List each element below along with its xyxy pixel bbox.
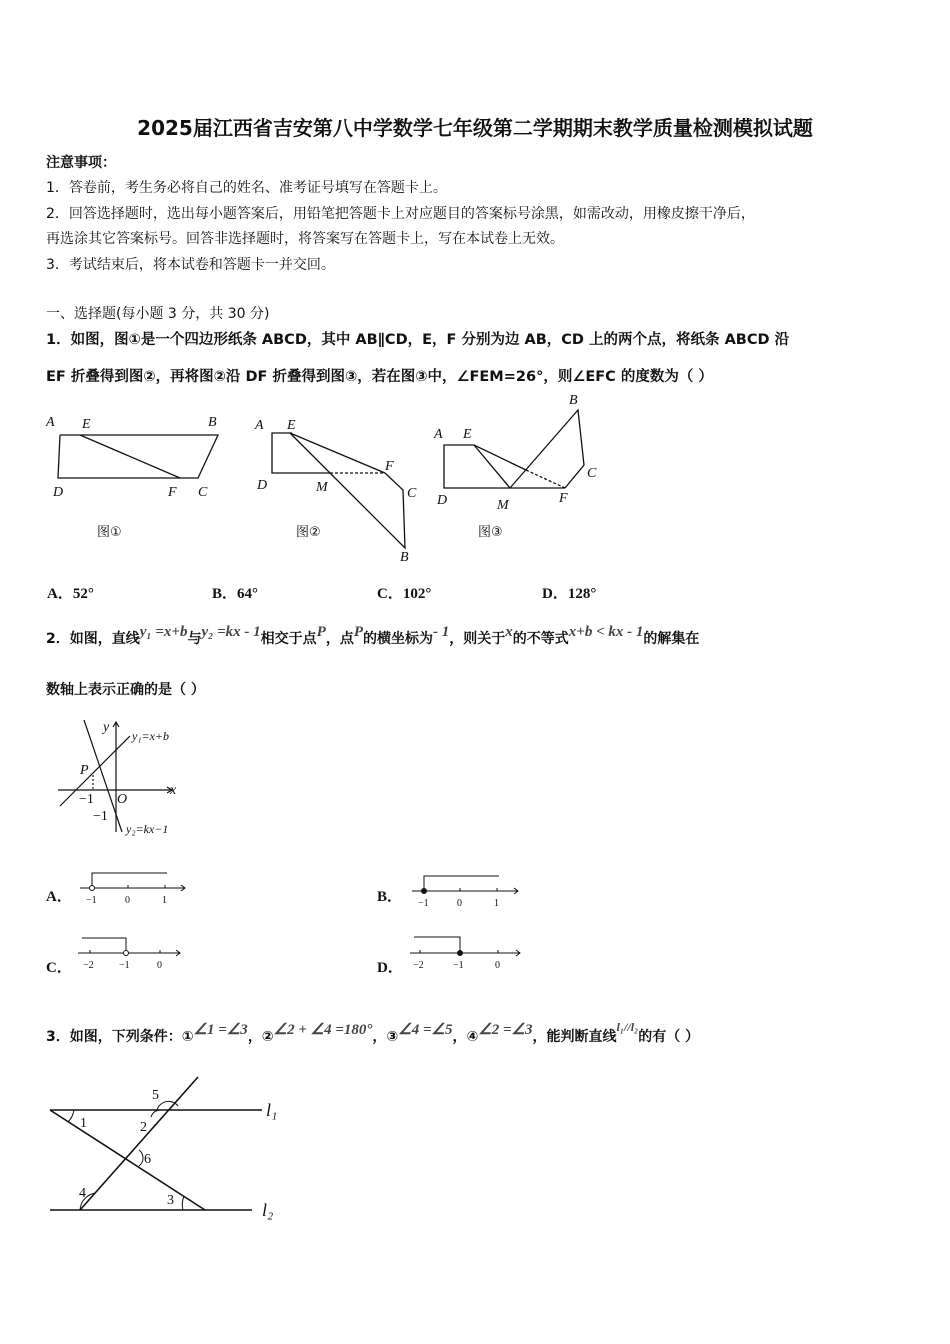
- math: ∠4 =∠5: [398, 1022, 453, 1038]
- section-heading: 一、选择题(每小题 3 分，共 30 分): [46, 306, 270, 322]
- label: B: [569, 393, 578, 408]
- label: M: [316, 480, 328, 495]
- math: x: [505, 624, 513, 640]
- q1-option-c[interactable]: C．102°: [377, 586, 432, 602]
- line-label: y₂=kx−1: [126, 822, 169, 836]
- math: x+b < kx - 1: [568, 624, 644, 640]
- label: A: [46, 415, 55, 430]
- text: 的不等式: [512, 631, 569, 647]
- caption: 图②: [296, 525, 321, 540]
- angle-label: 4: [79, 1186, 86, 1201]
- notice-item: 再选涂其它答案标号。回答非选择题时，将答案写在答题卡上，写在本试卷上无效。: [46, 231, 564, 247]
- tick-label: −1: [453, 960, 464, 971]
- notice-item: 2．回答选择题时，选出每小题答案后，用铅笔把答题卡上对应题目的答案标号涂黑，如需改动，用橡皮擦干净后，: [46, 206, 755, 222]
- angle-label: 2: [140, 1120, 147, 1135]
- notice-item: 1．答卷前，考生务必将自己的姓名、准考证号填写在答题卡上。: [46, 180, 447, 196]
- q1-option-b[interactable]: B．64°: [212, 586, 259, 602]
- label: B: [208, 415, 217, 430]
- notice-heading: 注意事项：: [46, 155, 116, 171]
- q1-option-a[interactable]: A．52°: [47, 586, 94, 602]
- math: l₁//l₂: [616, 1020, 639, 1034]
- label: F: [559, 491, 568, 506]
- tick-label: 0: [457, 898, 462, 909]
- text: 相交于点: [260, 631, 317, 647]
- tick-label: 0: [125, 895, 130, 906]
- math: ∠2 =∠3: [478, 1022, 533, 1038]
- label: E: [82, 417, 91, 432]
- text: 3．如图，下列条件：①: [46, 1029, 194, 1045]
- origin-label: O: [117, 792, 128, 807]
- q2-option-a[interactable]: A．: [46, 889, 72, 905]
- angle-label: 1: [80, 1116, 87, 1131]
- tick-label: −2: [83, 960, 94, 971]
- text: 与: [187, 631, 202, 647]
- text: ，能判断直线: [532, 1029, 617, 1045]
- label: M: [497, 498, 509, 513]
- tick-label: 0: [495, 960, 500, 971]
- math: ∠1 =∠3: [193, 1022, 248, 1038]
- q1-option-d[interactable]: D．128°: [542, 586, 597, 602]
- notice-item: 3．考试结束后，将本试卷和答题卡一并交回。: [46, 257, 335, 273]
- label: E: [287, 418, 296, 433]
- point-label: P: [80, 763, 89, 778]
- text: 的横坐标为: [363, 631, 434, 647]
- q2-text: [46, 624, 700, 648]
- tick-label: −1: [93, 809, 108, 824]
- tick-label: −1: [86, 895, 97, 906]
- axis-label: y: [103, 720, 110, 735]
- numberline-a: [80, 873, 185, 891]
- numberline-c: [78, 938, 180, 956]
- page-title: 2025届江西省吉安第八中学数学七年级第二学期期末教学质量检测模拟试题: [137, 116, 813, 140]
- tick-label: −2: [413, 960, 424, 971]
- angle-label: 5: [152, 1088, 159, 1103]
- label: C: [587, 466, 597, 481]
- angle-label: 3: [167, 1193, 174, 1208]
- line-label: l₂: [262, 1200, 274, 1220]
- label: E: [463, 427, 472, 442]
- q2-option-d[interactable]: D．: [377, 960, 403, 976]
- q1-figure-3: [444, 410, 584, 488]
- text: 2．如图，直线: [46, 631, 140, 647]
- q1-text: 1．如图，图①是一个四边形纸条 ABCD，其中 AB∥CD，E，F 分别为边 AB，CD 上的两个点，将纸条 ABCD 沿: [46, 332, 790, 348]
- text: 的有（ ）: [638, 1029, 700, 1045]
- tick-label: 1: [494, 898, 499, 909]
- axis-label: x: [170, 783, 177, 798]
- q3-text: [46, 1020, 700, 1046]
- caption: 图①: [97, 525, 122, 540]
- label: C: [407, 486, 417, 501]
- angle-label: 6: [144, 1152, 151, 1167]
- line-label: y₁=x+b: [132, 729, 170, 743]
- tick-label: −1: [119, 960, 130, 971]
- label: B: [400, 550, 409, 565]
- math: y₁ =x+b: [139, 624, 188, 640]
- q1-figure-1: [58, 435, 218, 478]
- q2-option-c[interactable]: C．: [46, 960, 72, 976]
- q1-figure-2: [272, 433, 405, 548]
- numberline-d: [410, 937, 520, 956]
- label: A: [434, 427, 443, 442]
- text: ，②: [247, 1029, 274, 1045]
- text: ，③: [372, 1029, 399, 1045]
- label: F: [385, 459, 394, 474]
- label: C: [198, 485, 208, 500]
- text: ，点: [325, 631, 354, 647]
- tick-label: 1: [162, 895, 167, 906]
- label: F: [168, 485, 177, 500]
- tick-label: 0: [157, 960, 162, 971]
- math: - 1: [433, 624, 450, 640]
- math: ∠2 + ∠4 =180°: [273, 1022, 373, 1038]
- numberline-b: [412, 876, 518, 894]
- q2-text: 数轴上表示正确的是（ ）: [46, 682, 205, 698]
- text: 的解集在: [643, 631, 700, 647]
- line-label: l₁: [266, 1100, 278, 1120]
- math: P: [353, 624, 364, 640]
- text: ，④: [452, 1029, 479, 1045]
- q2-option-b[interactable]: B．: [377, 889, 403, 905]
- tick-label: −1: [79, 792, 94, 807]
- math: y₂ =kx - 1: [201, 624, 261, 640]
- label: A: [255, 418, 264, 433]
- math: P: [316, 624, 326, 640]
- tick-label: −1: [418, 898, 429, 909]
- label: D: [53, 485, 64, 500]
- caption: 图③: [478, 525, 503, 540]
- q1-text: EF 折叠得到图②，再将图②沿 DF 折叠得到图③，若在图③中，∠FEM=26°，则∠EFC 的度数为（ ）: [46, 369, 713, 385]
- label: D: [257, 478, 268, 493]
- text: ，则关于: [449, 631, 506, 647]
- label: D: [437, 493, 448, 508]
